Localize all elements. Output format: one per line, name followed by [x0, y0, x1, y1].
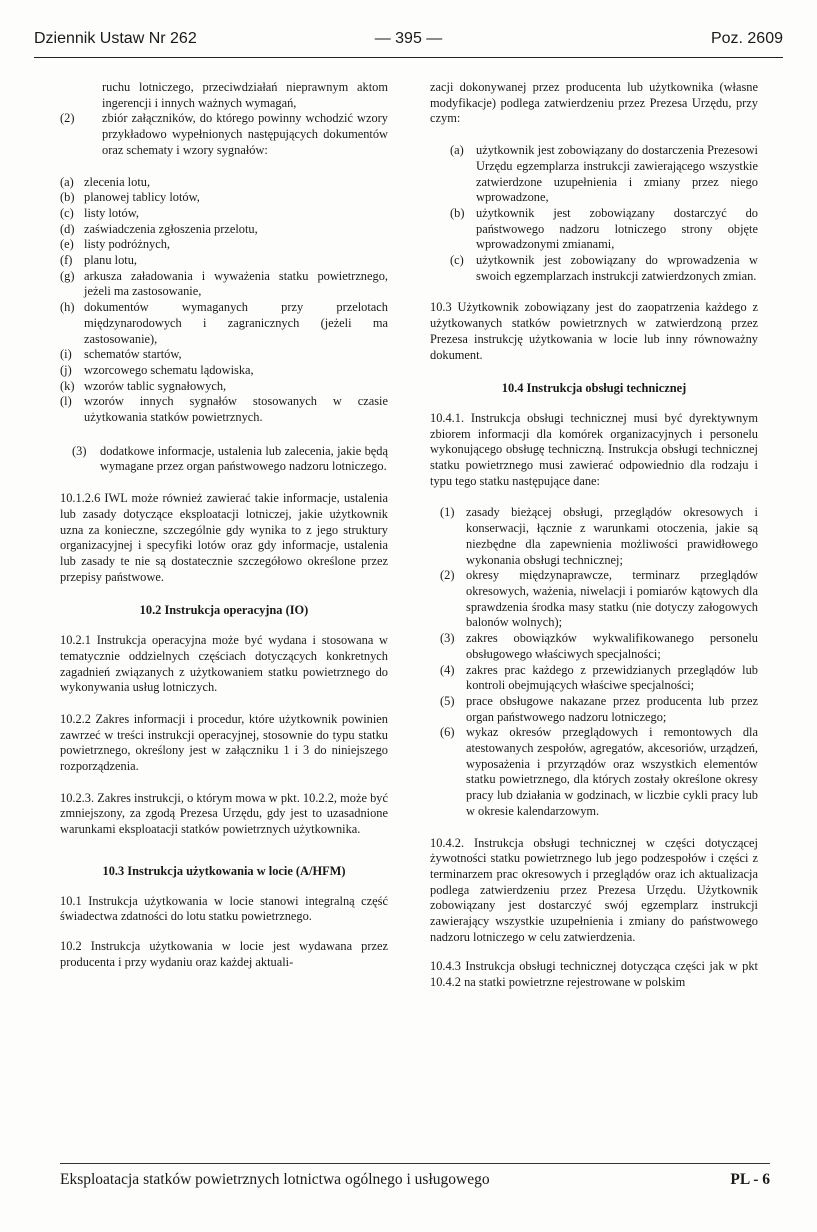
attachment-list — [60, 175, 388, 426]
right-column — [430, 80, 758, 991]
section-heading: 10.4 Instrukcja obsługi technicznej — [501, 381, 687, 396]
list-item: (a) zlecenia lotu, — [60, 174, 151, 189]
list-item: (l) wzorów innych sygnałów stosowanych w czasie użytkowania statków powietrznych. — [60, 394, 388, 425]
list-item: (2) zbiór załączników, do którego powinny wchodzić wzory przykładowo wypełnionych następujących dokumentów oraz schematy i wzory sygnałów: — [60, 111, 388, 157]
list-item: (a) użytkownik jest zobowiązany do dostarczenia Prezesowi Urzędu egzemplarza instrukcji zawierającego wszystkie zatwierdzone uzupełnienia i zmiany przez niego wprowadzone, — [450, 143, 758, 205]
list-item: (4) zakres prac każdego z przewidzianych przeglądów lub kontroli obejmujących właściwe specjalności; — [440, 662, 758, 693]
paragraph: 10.2 Instrukcja użytkowania w locie jest wydawana przez producenta i przy wydaniu oraz każdej aktuali- — [60, 938, 388, 969]
footer-page-code: PL - 6 — [730, 1171, 770, 1188]
list-item: (1) zasady bieżącej obsługi, przeglądów okresowych i konserwacji, łącznie z warunkami otoczenia, jakie są niezbędne dla zapewnienia możliwości prawidłowego wykonania obsługi technicznej; — [440, 505, 758, 567]
paragraph: 10.4.1. Instrukcja obsługi technicznej musi być dyrektywnym zbiorem informacji dla komórek organizacyjnych i personelu wykonującego obsługę techniczną. Instrukcja obsługi technicznej statku powietrznego musi zawierać odpowiednio dla rodzaju i typu tego statku następujące dane: — [430, 410, 758, 488]
list-item: (5) prace obsługowe nakazane przez producenta lub przez organ państwowego nadzoru lotniczego; — [440, 693, 758, 724]
list-item: (d) zaświadczenia zgłoszenia przelotu, — [60, 221, 258, 236]
journal-title: Dziennik Ustaw Nr 262 — [34, 30, 197, 47]
footer-title: Eksploatacja statków powietrznych lotnictwa ogólnego i usługowego — [60, 1171, 490, 1188]
list-item: (c) użytkownik jest zobowiązany do wprowadzenia w swoich egzemplarzach instrukcji zatwierdzonych zmian. — [450, 253, 758, 283]
list-item: (b) użytkownik jest zobowiązany dostarczyć do państwowego nadzoru lotniczego strony objęte wprowadzonymi zmianami, — [450, 205, 758, 252]
list-item: (3) zakres obowiązków wykwalifikowanego personelu obsługowego właściwych specjalności; — [440, 631, 758, 661]
left-column — [60, 80, 388, 970]
section-heading: 10.2 Instrukcja operacyjna (IO) — [139, 603, 309, 618]
paragraph: 10.1.2.6 IWL może również zawierać takie informacje, ustalenia lub zasady dotyczące eksploatacji lotniczej, jakie użytkownik uzna za konieczne, szczególnie gdy wynika to z jego struktury organizacyjnej i specyfiki lotów oraz gdy informacje, ustalenia lub zasady te nie są dostatecznie szczegółowo określone przez przepisy państwowe. — [60, 491, 388, 584]
paragraph: zacji dokonywanej przez producenta lub użytkownika (własne modyfikacje) podlega zatwierdzeniu przez Prezesa Urzędu, przy czym: — [430, 80, 758, 126]
list-item: (b) planowej tablicy lotów, — [60, 190, 200, 205]
footer-rule — [60, 1163, 770, 1164]
conditions-list — [430, 143, 758, 284]
list-item: (6) wykaz okresów przeglądowych i remontowych dla atestowanych zespołów, agregatów, akcesoriów, urządzeń, wyposażenia i przyrządów oraz wszystkich elementów statku powietrznego, dla których zostały określone okresy pracy lub działania w godzinach, w liczbie cykli pracy lub w okresie kalendarzowym. — [440, 725, 758, 818]
paragraph: 10.2.3. Zakres instrukcji, o którym mowa w pkt. 10.2.2, może być zmniejszony, za zgodą Prezesa Urzędu, gdy jest to uzasadnione warunkami eksploatacji statków powietrznych użytkownika. — [60, 790, 388, 837]
page-header — [34, 30, 783, 52]
list-item: (3) dodatkowe informacje, ustalenia lub zalecenia, jakie będą wymagane przez organ państwowego nadzoru lotniczego. — [72, 443, 388, 474]
list-item: (k) wzorów tablic sygnałowych, — [60, 378, 227, 393]
paragraph: 10.4.2. Instrukcja obsługi technicznej w części dotyczącej żywotności statku powietrznego lub jego podzespołów i części z terminarzem prac okresowych i przeglądów oraz ich aktualizacja podlega zatwierdzeniu przez Prezesa Urzędu. Użytkownik zobowiązany jest dostarczyć swój egzemplarz instrukcji zawierający wszystkie uzupełnienia i zmiany do państwowego nadzoru lotniczego w celu zatwierdzenia. — [430, 835, 758, 944]
list-item: (i) schematów startów, — [60, 347, 182, 362]
list-item: (g) arkusza załadowania i wyważenia statku powietrznego, jeżeli ma zastosowanie, — [60, 268, 388, 299]
page-number: — 395 — — [374, 30, 443, 47]
list-item: (c) listy lotów, — [60, 205, 139, 220]
paragraph: 10.4.3 Instrukcja obsługi technicznej dotycząca części jak w pkt 10.4.2 na statki powietrzne rejestrowane w polskim — [430, 959, 758, 990]
list-item: (f) planu lotu, — [60, 253, 137, 268]
page-footer — [60, 1171, 770, 1193]
paragraph: 10.3 Użytkownik zobowiązany jest do zaopatrzenia każdego z użytkowanych statków powietrznych w zatwierdzoną przez Prezesa instrukcję użytkowania w locie lub inny równoważny dokument. — [430, 300, 758, 362]
paragraph: 10.2.1 Instrukcja operacyjna może być wydana i stosowana w tematycznie oddzielnych częściach dotyczących konkretnych zagadnień związanych z użytkowaniem statku powietrznego do wykonywania usług lotniczych. — [60, 633, 388, 695]
maintenance-data-list — [430, 505, 758, 819]
paragraph: 10.2.2 Zakres informacji i procedur, które użytkownik powinien zawrzeć w treści instrukcji operacyjnej, stosownie do typu statku powietrznego, określony jest w załączniku 1 i 3 do niniejszego rozporządzenia. — [60, 711, 388, 774]
header-rule — [34, 57, 783, 58]
section-heading: 10.3 Instrukcja użytkowania w locie (A/HFM) — [102, 863, 346, 878]
list-item: (e) listy podróżnych, — [60, 237, 171, 252]
continuation-text: ruchu lotniczego, przeciwdziałań nieprawnym aktom ingerencji i innych ważnych wymagań, — [102, 80, 388, 110]
list-item: (h) dokumentów wymaganych przy przelotach międzynarodowych i zagranicznych (jeżeli ma zastosowanie), — [60, 300, 388, 346]
position-number: Poz. 2609 — [710, 30, 783, 47]
paragraph: 10.1 Instrukcja użytkowania w locie stanowi integralną część świadectwa zdatności do lotu statku powietrznego. — [60, 893, 388, 924]
list-item: (j) wzorcowego schematu lądowiska, — [60, 362, 254, 377]
list-item: (2) okresy międzynaprawcze, terminarz przeglądów okresowych, ważenia, niwelacji i pomiarów kątowych dla sprawdzenia środka masy statku (nie dotyczy załogowych balonów wolnych); — [440, 568, 758, 630]
